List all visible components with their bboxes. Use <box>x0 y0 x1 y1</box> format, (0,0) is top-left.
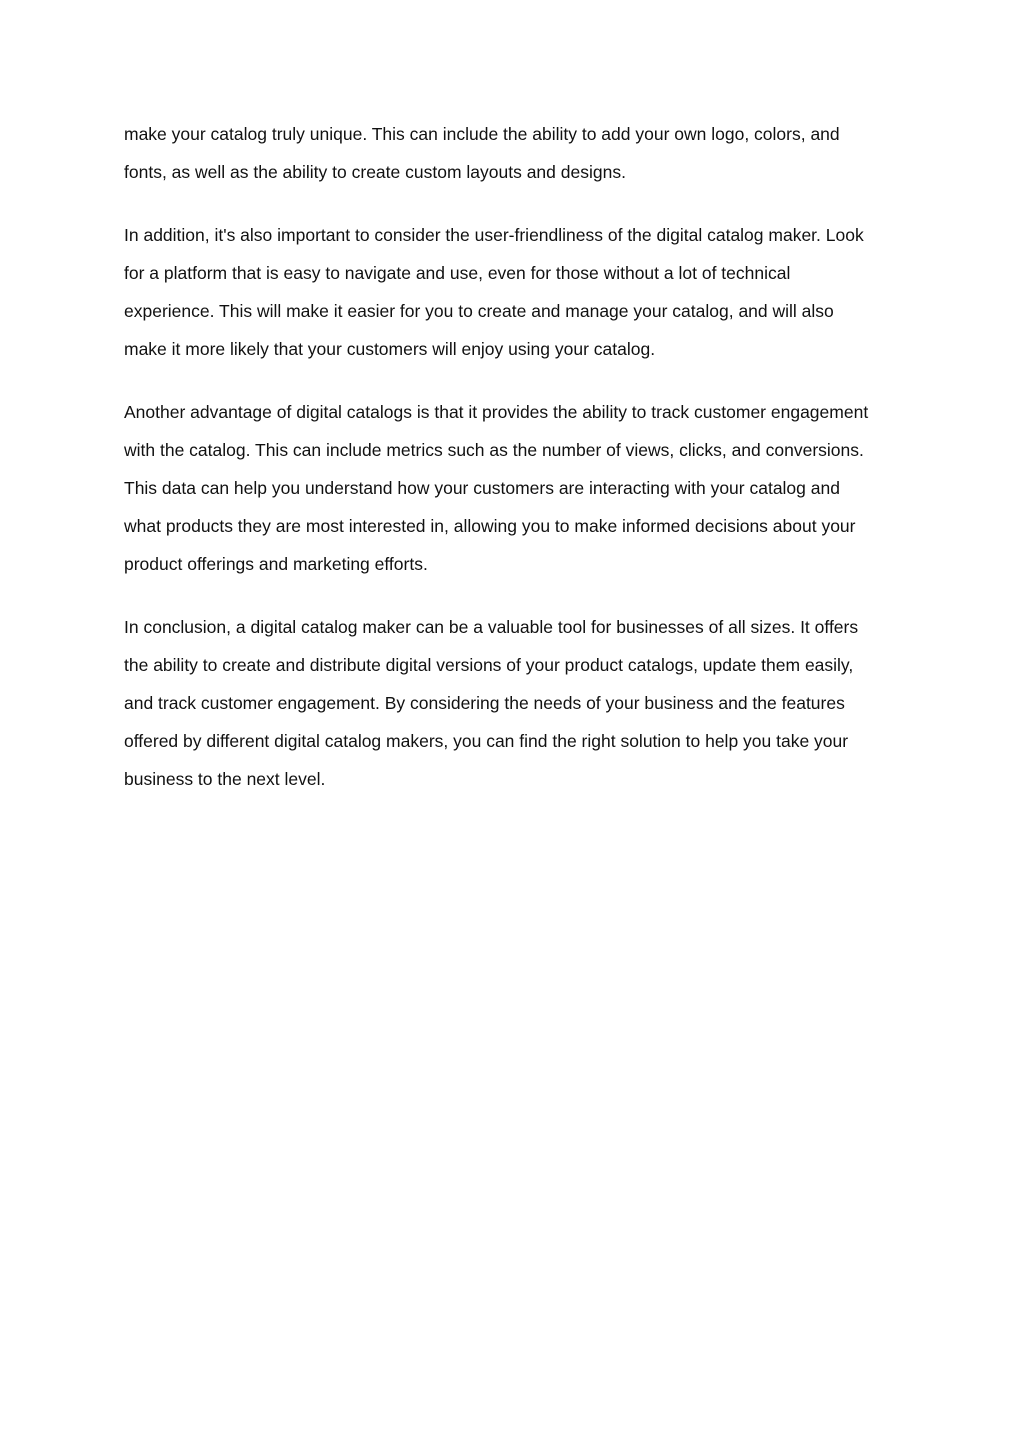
document-body <box>124 115 904 823</box>
text-line: In addition, it's also important to consider the user-friendliness of the digital catalog maker. Look <box>124 225 864 245</box>
paragraph-conclusion <box>124 608 904 798</box>
text-line: business to the next level. <box>124 769 326 789</box>
text-line: This data can help you understand how your customers are interacting with your catalog and <box>124 478 840 498</box>
text-line: for a platform that is easy to navigate and use, even for those without a lot of technical <box>124 263 791 283</box>
text-line: In conclusion, a digital catalog maker can be a valuable tool for businesses of all sizes. It offers <box>124 617 859 637</box>
text-line: offered by different digital catalog makers, you can find the right solution to help you take your <box>124 731 849 751</box>
text-line: make your catalog truly unique. This can include the ability to add your own logo, colors, and <box>124 124 840 144</box>
text-line: experience. This will make it easier for you to create and manage your catalog, and will also <box>124 301 834 321</box>
text-line: with the catalog. This can include metrics such as the number of views, clicks, and conversions. <box>124 440 864 460</box>
text-line: make it more likely that your customers will enjoy using your catalog. <box>124 339 656 359</box>
paragraph-customization <box>124 115 904 191</box>
text-line: Another advantage of digital catalogs is that it provides the ability to track customer engagement <box>124 402 869 422</box>
text-line: product offerings and marketing efforts. <box>124 554 428 574</box>
text-line: what products they are most interested in, allowing you to make informed decisions about your <box>124 516 856 536</box>
text-line: the ability to create and distribute digital versions of your product catalogs, update them easily, <box>124 655 854 675</box>
text-line: and track customer engagement. By considering the needs of your business and the features <box>124 693 845 713</box>
text-line: fonts, as well as the ability to create custom layouts and designs. <box>124 162 626 182</box>
paragraph-user-friendliness <box>124 216 904 368</box>
paragraph-engagement-tracking <box>124 393 904 583</box>
